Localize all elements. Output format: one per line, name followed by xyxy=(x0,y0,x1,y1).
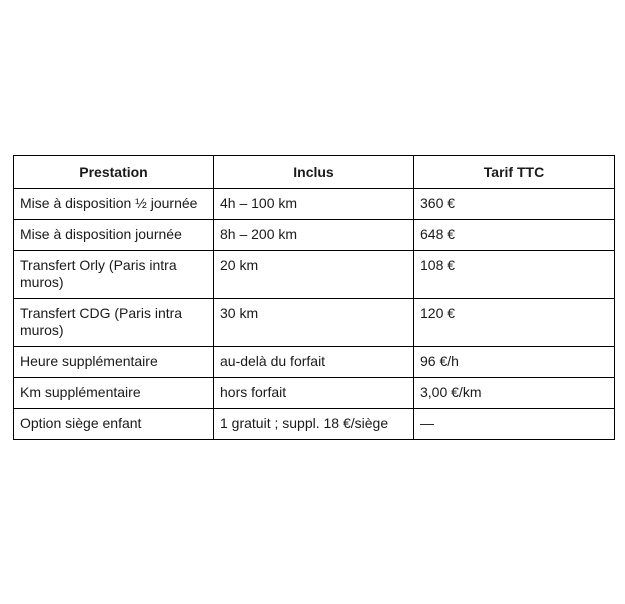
cell-tarif: 96 €/h xyxy=(414,347,615,378)
table-row xyxy=(14,251,615,299)
table-header xyxy=(14,156,615,189)
cell-tarif: 120 € xyxy=(414,299,615,347)
cell-prestation: Heure supplémentaire xyxy=(14,347,214,378)
cell-prestation: Transfert CDG (Paris intra muros) xyxy=(14,299,214,347)
header-row xyxy=(14,156,615,189)
table-body xyxy=(14,189,615,440)
cell-inclus: 30 km xyxy=(214,299,414,347)
header-inclus: Inclus xyxy=(214,156,414,189)
table-row xyxy=(14,299,615,347)
cell-prestation: Km supplémentaire xyxy=(14,378,214,409)
cell-inclus: 8h – 200 km xyxy=(214,220,414,251)
header-prestation: Prestation xyxy=(14,156,214,189)
cell-inclus: hors forfait xyxy=(214,378,414,409)
pricing-table xyxy=(13,155,615,440)
cell-tarif: 108 € xyxy=(414,251,615,299)
cell-inclus: au-delà du forfait xyxy=(214,347,414,378)
table-row xyxy=(14,347,615,378)
cell-tarif: 648 € xyxy=(414,220,615,251)
cell-inclus: 4h – 100 km xyxy=(214,189,414,220)
cell-prestation: Transfert Orly (Paris intra muros) xyxy=(14,251,214,299)
cell-tarif: 3,00 €/km xyxy=(414,378,615,409)
table-row xyxy=(14,409,615,440)
cell-prestation: Mise à disposition ½ journée xyxy=(14,189,214,220)
cell-tarif: 360 € xyxy=(414,189,615,220)
cell-tarif: — xyxy=(414,409,615,440)
table-row xyxy=(14,378,615,409)
table-row xyxy=(14,220,615,251)
cell-prestation: Option siège enfant xyxy=(14,409,214,440)
cell-inclus: 20 km xyxy=(214,251,414,299)
cell-inclus: 1 gratuit ; suppl. 18 €/siège xyxy=(214,409,414,440)
header-tarif-ttc: Tarif TTC xyxy=(414,156,615,189)
cell-prestation: Mise à disposition journée xyxy=(14,220,214,251)
table-row xyxy=(14,189,615,220)
